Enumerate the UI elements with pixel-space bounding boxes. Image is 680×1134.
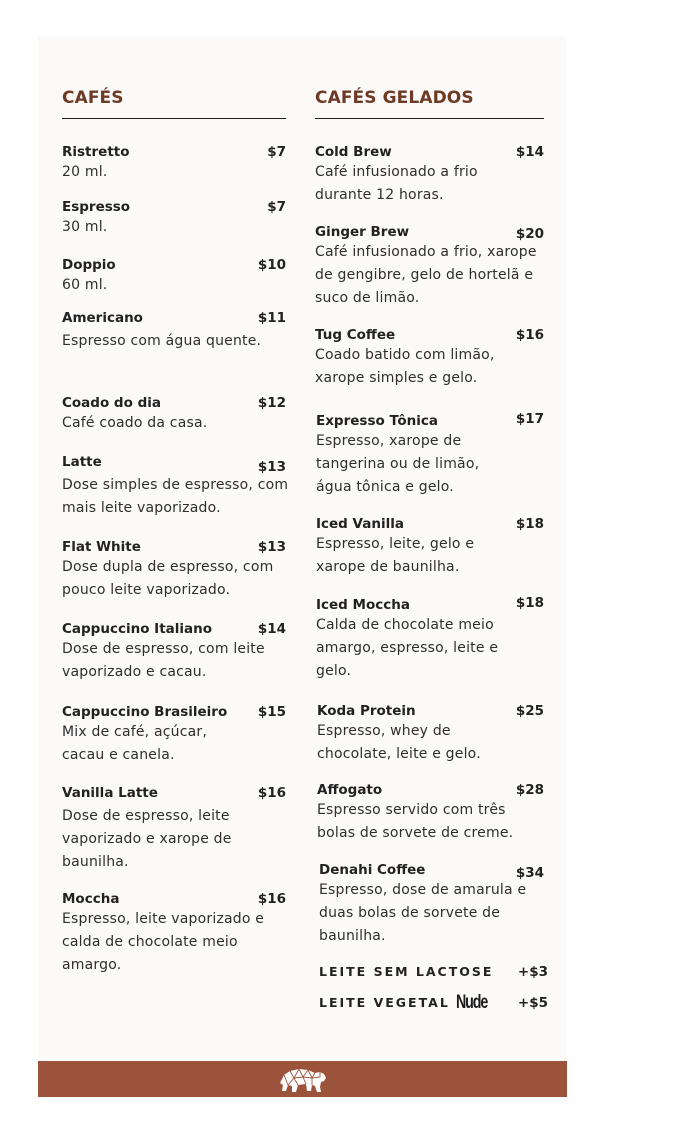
item-description: Espresso com água quente. <box>62 333 262 349</box>
bear-icon <box>277 1065 329 1095</box>
item-description: Espresso, leite, gelo e xarope de baunilha. <box>316 536 475 575</box>
item-description: Café infusionado a frio durante 12 horas. <box>315 164 478 203</box>
item-description: Espresso, dose de amarula e duas bolas de sorvete de baunilha. <box>319 882 527 944</box>
item-name: Moccha <box>62 891 120 907</box>
item-name: Cappuccino Italiano <box>62 621 213 637</box>
item-description: 30 ml. <box>62 219 108 235</box>
item-name: Denahi Coffee <box>319 862 426 878</box>
item-name: Koda Protein <box>317 703 416 719</box>
item-price: $16 <box>257 891 286 907</box>
menu-item-ginger-brew <box>315 223 544 310</box>
item-description: Espresso, xarope de tangerina ou de limão, água tônica e gelo. <box>316 433 480 495</box>
item-price: $13 <box>257 539 286 555</box>
item-name: Espresso <box>62 199 131 215</box>
item-name: Cold Brew <box>315 144 392 160</box>
item-description: Espresso, whey de chocolate, leite e gelo. <box>317 723 481 762</box>
item-description: Espresso, leite vaporizado e calda de chocolate meio amargo. <box>62 911 265 973</box>
menu-item-moccha <box>62 890 286 977</box>
item-name: Doppio <box>62 257 116 273</box>
item-description: Calda de chocolate meio amargo, espresso, leite e gelo. <box>316 617 499 679</box>
item-name: Flat White <box>62 539 141 555</box>
extra-price: +$3 <box>517 964 548 980</box>
menu-item-iced-moccha <box>316 596 544 683</box>
item-name: Tug Coffee <box>315 327 396 343</box>
item-description: Dose simples de espresso, com mais leite vaporizado. <box>62 477 289 516</box>
item-name: Vanilla Latte <box>62 785 158 801</box>
item-price: $12 <box>257 395 286 411</box>
menu-item-americano <box>62 309 286 353</box>
item-price: $15 <box>257 704 286 720</box>
item-description: Dose dupla de espresso, com pouco leite vaporizado. <box>62 559 274 598</box>
menu-item-cold-brew <box>315 143 544 207</box>
item-name: Affogato <box>317 782 383 798</box>
menu-item-denahi-coffee <box>319 861 544 948</box>
menu-item-iced-vanilla <box>316 515 544 579</box>
menu-item-tug-coffee <box>315 326 544 390</box>
item-price: $11 <box>257 310 286 326</box>
section-heading-cafes: CAFÉS <box>62 88 124 108</box>
item-price: $34 <box>515 865 544 881</box>
section-divider <box>62 118 286 119</box>
extra-label: LEITE VEGETAL <box>319 995 450 1010</box>
nude-brand-logo: Nude <box>455 992 487 1013</box>
item-price: $7 <box>267 144 286 160</box>
item-description: 60 ml. <box>62 277 108 293</box>
item-name: Americano <box>62 310 143 326</box>
menu-item-vanilla-latte <box>62 784 286 874</box>
menu-item-ristretto <box>62 143 286 184</box>
menu-item-affogato <box>317 781 544 845</box>
item-price: $14 <box>515 144 544 160</box>
item-description: Espresso servido com três bolas de sorvete de creme. <box>317 802 514 841</box>
item-price: $16 <box>515 327 544 343</box>
item-price: $16 <box>257 785 286 801</box>
item-description: Coado batido com limão, xarope simples e gelo. <box>315 347 495 386</box>
menu-card <box>38 36 567 1097</box>
item-price: $14 <box>257 621 286 637</box>
item-name: Ristretto <box>62 144 130 160</box>
item-name: Ginger Brew <box>315 224 410 240</box>
menu-item-coado-do-dia <box>62 394 286 435</box>
item-name: Coado do dia <box>62 395 161 411</box>
item-description: 20 ml. <box>62 164 108 180</box>
item-description: Café infusionado a frio, xarope de gengibre, gelo de hortelã e suco de limão. <box>315 244 537 306</box>
item-description: Café coado da casa. <box>62 415 208 431</box>
item-price: $20 <box>515 226 544 242</box>
menu-item-doppio <box>62 256 286 297</box>
menu-item-cappuccino-brasileiro <box>62 703 286 767</box>
extra-leite-sem-lactose <box>319 961 548 983</box>
item-price: $18 <box>515 516 544 532</box>
item-price: $18 <box>515 595 544 611</box>
item-price: $10 <box>257 257 286 273</box>
menu-item-cappuccino-italiano <box>62 620 286 684</box>
menu-item-latte <box>62 453 289 520</box>
footer-bar <box>38 1061 567 1097</box>
item-description: Mix de café, açúcar, cacau e canela. <box>62 724 208 763</box>
extra-leite-vegetal <box>319 992 548 1014</box>
section-heading-cafes-gelados: CAFÉS GELADOS <box>315 88 474 108</box>
extra-label: LEITE SEM LACTOSE <box>319 964 494 979</box>
item-description: Dose de espresso, leite vaporizado e xarope de baunilha. <box>62 808 232 870</box>
item-name: Latte <box>62 454 102 470</box>
menu-item-koda-protein <box>317 702 544 766</box>
extra-price: +$5 <box>517 995 548 1011</box>
section-divider <box>315 118 544 119</box>
item-name: Iced Vanilla <box>316 516 404 532</box>
menu-item-flat-white <box>62 538 286 602</box>
item-name: Cappuccino Brasileiro <box>62 704 228 720</box>
item-price: $13 <box>257 459 286 475</box>
menu-item-expresso-tonica <box>316 412 544 499</box>
item-name: Iced Moccha <box>316 597 410 613</box>
item-price: $28 <box>515 782 544 798</box>
menu-item-espresso <box>62 198 286 239</box>
item-price: $17 <box>515 411 544 427</box>
item-name: Expresso Tônica <box>316 413 439 429</box>
item-price: $7 <box>267 199 286 215</box>
item-description: Dose de espresso, com leite vaporizado e cacau. <box>62 641 265 680</box>
item-price: $25 <box>515 703 544 719</box>
